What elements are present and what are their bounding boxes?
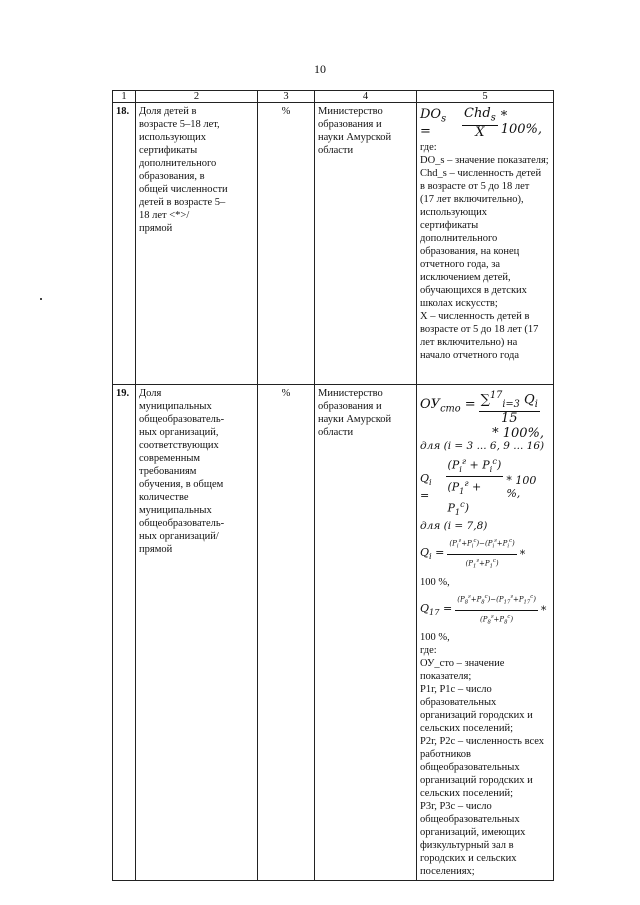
unit-cell: % xyxy=(258,385,315,881)
indicator-name: Доля муниципальных общеобразователь- ных организаций, соответствующих современным требованиям обучения, в общем количестве муниципальных общеобразователь- ных организаций/ прямой xyxy=(136,385,258,881)
scan-speck xyxy=(40,298,42,300)
header-cell: 5 xyxy=(417,91,554,103)
formula-do: $DO_s$ = $\frac{Chd_s}{X}$ * 100%, xyxy=(420,106,543,140)
method-cell: $ОУ_{сто}$ = $\frac{\sum^{17}_{i=3} Q_i}{15}$ * 100%, для (i = 3 ... 6, 9 ... 16) $Q_i$ = $\frac{(P_i^г + P_i^с)}{(P_1^г + P_1^с)}$ * 100 %, для (i = 7,8) $Q_i$ = $\frac{(P_i^г+P_i^с)-(P_i^г+P_i^с)}{(P_1^г+P_1^с)}$ * 100 %, $Q_{17}$ = $\frac{(P_8^г+P_8^с)-(P_{17}^г+P_{17}^с)}{(P_8^г+P_8^с)}$ * 100 %, где: ОУ_сто – значение показателя; P1г, P1с – число образовательных организаций городских и сельских поселений; P2г, P2с – численность всех работников общеобразовательных организаций городских и сельских поселений; P3г, P3с – число общеобразовательных организаций, имеющих физкультурный зал в городских и сельских поселениях; xyxy=(417,385,554,881)
indicator-table xyxy=(112,90,554,881)
table-header-row xyxy=(113,91,554,103)
page-number: 10 xyxy=(314,62,326,76)
formula-ou-tail: * 100%, xyxy=(492,425,544,441)
formula-ou: $ОУ_{сто}$ = $\frac{\sum^{17}_{i=3} Q_i}{15}$ xyxy=(420,390,538,426)
header-cell: 2 xyxy=(136,91,258,103)
header-cell: 4 xyxy=(315,91,417,103)
condition-2: для (i = 7,8) xyxy=(420,520,488,533)
row-number: 19. xyxy=(113,385,136,881)
responsible-org: Министерство образования и науки Амурской области xyxy=(315,385,417,881)
formula-qi-78: $Q_i$ = $\frac{(P_i^г+P_i^с)-(P_i^г+P_i^с)}{(P_1^г+P_1^с)}$ * xyxy=(420,535,550,573)
condition-1: для (i = 3 ... 6, 9 ... 16) xyxy=(420,439,545,452)
table-row xyxy=(113,385,554,881)
formula-qi: $Q_i$ = $\frac{(P_i^г + P_i^с)}{(P_1^г + P_1^с)}$ * 100 %, xyxy=(420,455,537,517)
table-row xyxy=(113,103,554,385)
responsible-org: Министерство образования и науки Амурской области xyxy=(315,103,417,385)
header-cell: 3 xyxy=(258,91,315,103)
method-cell: $DO_s$ = $\frac{Chd_s}{X}$ * 100%, где: DO_s – значение показателя; Chd_s – численность детей в возрасте от 5 до 18 лет (17 лет включительно), использующих сертификаты дополнительного образования, на конец отчетного года, за исключением детей, обучающихся в детских школах искусств; X – численность детей в возрасте от 5 до 18 лет (17 лет включительно) на начало отчетного года xyxy=(417,103,554,385)
row-number: 18. xyxy=(113,103,136,385)
header-cell: 1 xyxy=(113,91,136,103)
unit-cell: % xyxy=(258,103,315,385)
indicator-name: Доля детей в возрасте 5–18 лет, использующих сертификаты дополнительного образования, в общей численности детей в возрасте 5– 18 лет <*>/ прямой xyxy=(136,103,258,385)
formula-q17: $Q_{17}$ = $\frac{(P_8^г+P_8^с)-(P_{17}^г+P_{17}^с)}{(P_8^г+P_8^с)}$ * xyxy=(420,591,550,629)
